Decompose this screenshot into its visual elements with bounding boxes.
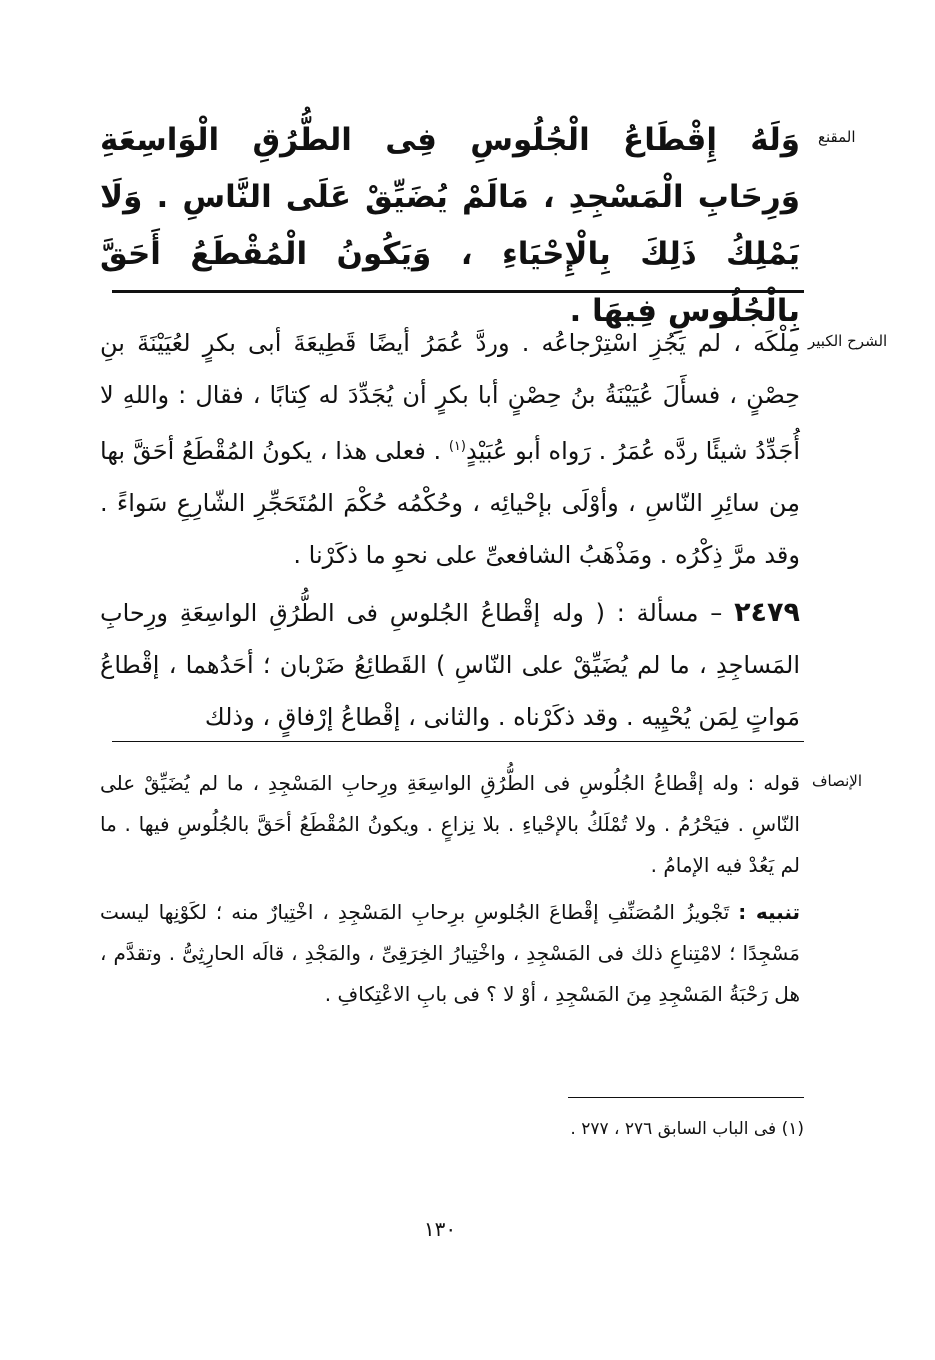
tanbih-label: تنبيه : <box>738 900 800 924</box>
matn-text-block <box>100 112 800 340</box>
sharh-paragraph-1-end: . فعلى هذا ، يكونُ المُقْطَعُ أحَقَّ بها مِن سائِرِ النّاسِ ، وأوْلَى بإحْيائِه ، وحُكْمُه حُكْمَ المُتَحَجِّرِ الشّارِعِ سَواءً . وقد مرَّ ذِكْرُه . ومَذْهَبُ الشافعىِّ على نحوِ ما ذكَرْنا . <box>100 437 800 569</box>
section-divider-thick <box>112 290 804 293</box>
sharh-paragraph-2 <box>100 587 800 743</box>
section-divider-thin <box>112 741 804 742</box>
matn-paragraph: وَلَهُ إِقْطَاعُ الْجُلُوسِ فِى الطُّرُقِ الْوَاسِعَةِ وَرِحَابِ الْمَسْجِدِ ، مَالَمْ يُضَيِّقْ عَلَى النَّاسِ . وَلَا يَمْلِكُ ذَلِكَ بِالْإِحْيَاءِ ، وَيَكُونُ الْمُقْطَعُ أَحَقَّ بِالْجُلُوسِ فِيهَا . <box>100 122 800 329</box>
page-number: ١٣٠ <box>423 1217 457 1241</box>
insaf-paragraph-1: قوله : وله إقْطاعُ الجُلُوسِ فى الطُّرُقِ الواسِعَةِ ورِحابِ المَسْجِدِ ، ما لم يُضَيِّقْ على النّاسِ . فيَحْرُمُ . ولا تُمْلَكُ بالإحْياءِ . بلا نِزاعٍ . ويكونُ المُقْطَعُ أحَقَّ بالجُلُوسِ فيها . ما لم يَعُدْ فيه الإمامُ . <box>100 771 800 877</box>
sharh-paragraph-1 <box>100 317 800 581</box>
footnote-divider <box>568 1097 804 1098</box>
insaf-text-block <box>100 763 800 1015</box>
insaf-paragraph-2 <box>100 892 800 1015</box>
matn-section-label: المقنع <box>818 128 856 146</box>
insaf-paragraph-2-text: تَجْويزُ المُصَنِّفِ إقْطاعَ الجُلوسِ برِحابِ المَسْجِدِ ، اخْتِيارٌ منه ؛ لكَوْنِها ليست مَسْجِدًا ؛ لامْتِناعِ ذلك فى المَسْجِدِ ، واخْتِيارُ الخِرَقِىِّ ، والمَجْدِ ، قالَه الحارِثِىُّ . وتقدَّم ، هل رَحْبَةُ المَسْجِدِ مِنَ المَسْجِدِ ، أوْ لا ؟ فى بابِ الاعْتِكافِ . <box>100 900 800 1006</box>
footnote: (١) فى الباب السابق ٢٧٦ ، ٢٧٧ . <box>570 1119 804 1139</box>
sharh-paragraph-1-text: مِلْكَه ، لم يَجُزِ اسْتِرْجاعُه . وردَّ عُمَرُ أيضًا قَطِيعَةَ أبى بكرٍ لعُيَيْنَةَ بنِ حِصْنٍ ، فسأَلَ عُيَيْنَةُ بنُ حِصْنٍ أبا بكرٍ أن يُجَدِّدَ له كِتابًا ، فقال : واللهِ لا أُجَدِّدُ شيئًا ردَّه عُمَرُ . رَواه أبو عُبَيْدٍ <box>100 329 800 465</box>
footnote-reference: (١) <box>448 439 466 454</box>
sharh-text-block <box>100 317 800 743</box>
insaf-section-label: الإنصاف <box>812 772 863 790</box>
sharh-section-label: الشرح الكبير <box>808 332 888 350</box>
sharh-paragraph-2-text: – مسألة : ( وله إقْطاعُ الجُلوسِ فى الطُّرُقِ الواسِعَةِ ورِحابِ المَساجِدِ ، ما لم يُضَيِّقْ على النّاسِ ) القَطائِعُ ضَرْبان ؛ أحَدُهما ، إقْطاعُ مَواتٍ لِمَن يُحْيِيه . وقد ذكَرْناه . والثانى ، إقْطاعُ إرْفاقٍ ، وذلك <box>100 599 800 731</box>
issue-number: ٢٤٧٩ <box>734 597 800 628</box>
